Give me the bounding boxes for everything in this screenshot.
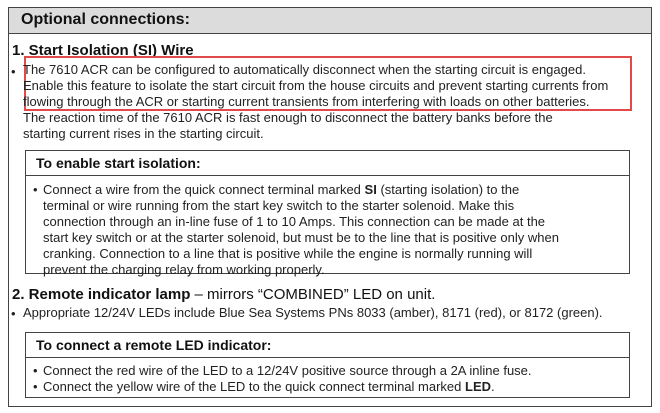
box-body (26, 358, 629, 395)
led-label: LED (465, 379, 491, 394)
panel-title: Optional connections: (21, 11, 190, 28)
text-line: The reaction time of the 7610 ACR is fast enough to disconnect the battery banks before the (23, 110, 553, 125)
bullet-dot: • (33, 182, 38, 197)
bullet-dot: • (11, 64, 16, 79)
box-title: To enable start isolation: (36, 155, 201, 171)
text-line: Connect a wire from the quick connect terminal marked SI (starting isolation) to the (43, 182, 520, 197)
section1-title: 1. Start Isolation (SI) Wire (12, 42, 194, 59)
text-line: flowing through the ACR or starting current transients from interfering with loads on other batteries. (23, 94, 590, 109)
text-line: Connect the yellow wire of the LED to the quick connect terminal marked LED. (43, 379, 495, 394)
text-line: start key switch or at the starter solenoid, but must be to the line that is positive only when (43, 230, 559, 245)
bullet-dot: • (33, 363, 38, 378)
section2-title: 2. Remote indicator lamp – mirrors “COMBINED” LED on unit. (12, 286, 436, 303)
text-line: The 7610 ACR can be configured to automatically disconnect when the starting circuit is engaged. (23, 62, 586, 77)
bullet-dot: • (33, 379, 38, 394)
text-line: connection through an in-line fuse of 1 to 10 Amps. This connection can be made at the (43, 214, 546, 229)
start-isolation-box (25, 150, 630, 277)
si-label: SI (364, 182, 377, 197)
box-header (26, 333, 629, 358)
box-body (26, 176, 629, 278)
box-title: To connect a remote LED indicator: (36, 337, 272, 353)
text-line: Enable this feature to isolate the start circuit from the house circuits and prevent starting currents from (23, 78, 609, 93)
text-line: prevent the charging relay from working properly. (43, 262, 325, 277)
box-header (26, 151, 629, 176)
text-line: terminal or wire running from the start key switch to the starter solenoid. Make this (43, 198, 515, 213)
bullet-dot: • (11, 306, 16, 321)
remote-led-box (25, 332, 630, 398)
panel-header (9, 8, 651, 34)
led-note: Appropriate 12/24V LEDs include Blue Sea Systems PNs 8033 (amber), 8171 (red), or 8172 (green). (23, 305, 603, 320)
text-line: cranking. Connection to a line that is positive while the engine is normally running will (43, 246, 533, 261)
highlight-paragraph (23, 62, 608, 142)
text-line: starting current rises in the starting circuit. (23, 126, 264, 141)
text-line: Connect the red wire of the LED to a 12/24V positive source through a 2A inline fuse. (43, 363, 532, 378)
